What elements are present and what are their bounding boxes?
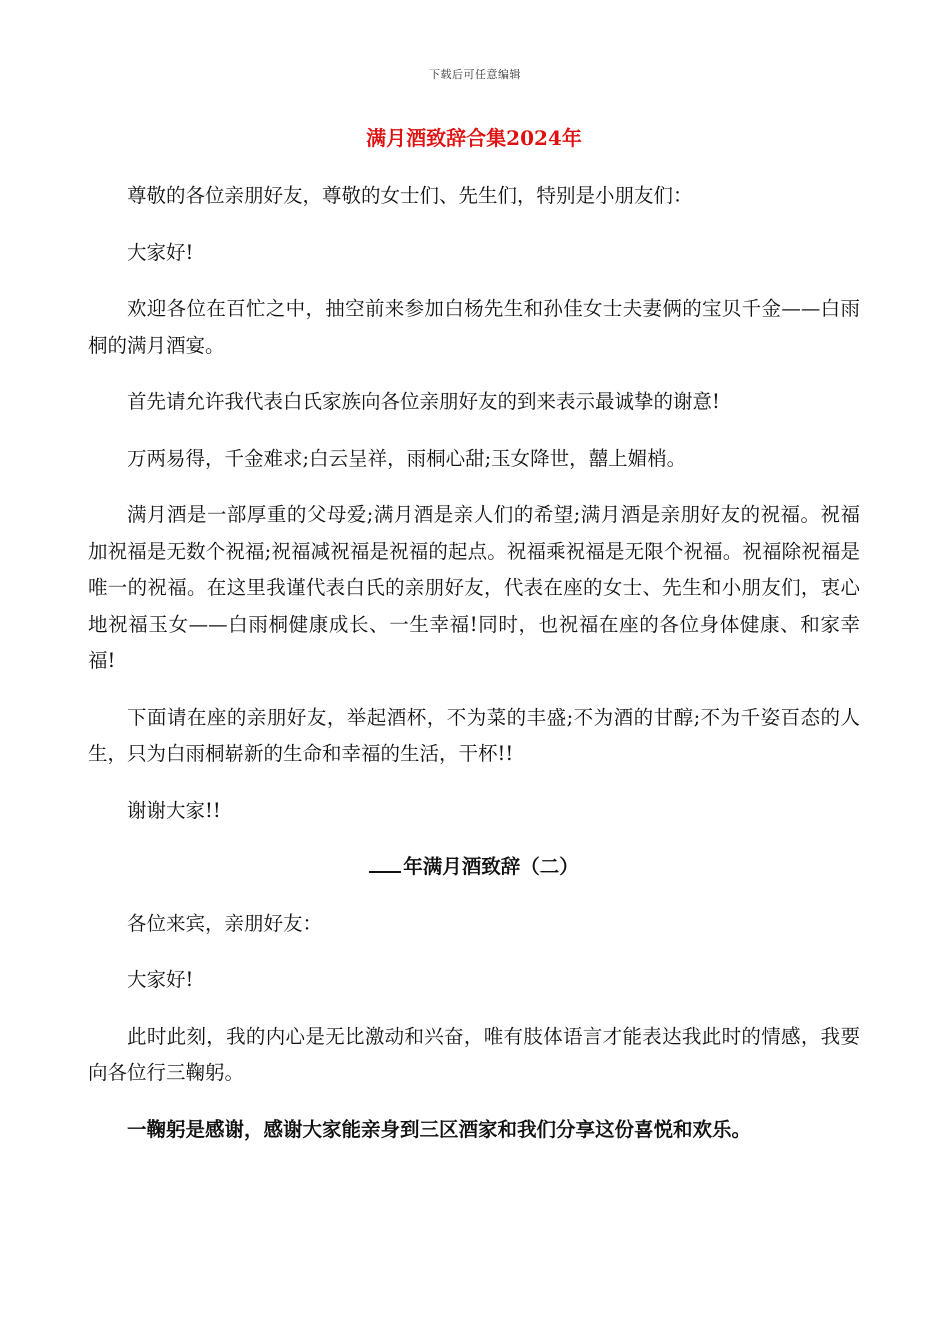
- paragraph-hello: 大家好!: [127, 240, 194, 264]
- paragraph-toast: 下面请在座的亲朋好友，举起酒杯，不为菜的丰盛;不为酒的甘醇;不为千姿百态的人生，只为白雨桐崭新的生命和幸福的生活，干杯!!: [88, 705, 860, 765]
- paragraph-emotion: 此时此刻，我的内心是无比激动和兴奋，唯有肢体语言才能表达我此时的情感，我要向各位行三鞠躬。: [88, 1024, 860, 1084]
- paragraph-thank-you: 谢谢大家!!: [127, 798, 221, 822]
- paragraph-couplet: 万两易得，千金难求;白云呈祥，雨桐心甜;玉女降世，囍上媚梢。: [127, 446, 687, 470]
- paragraph-welcome: 欢迎各位在百忙之中，抽空前来参加白杨先生和孙佳女士夫妻俩的宝贝千金——白雨桐的满月酒宴。: [88, 297, 860, 357]
- paragraph-hello-2: 大家好!: [127, 968, 194, 991]
- paragraph-guests: 各位来宾，亲朋好友：: [127, 911, 323, 935]
- paragraph-first-bow: 一鞠躬是感谢，感谢大家能亲身到三区酒家和我们分享这份喜悦和欢乐。: [127, 1117, 752, 1141]
- paragraph-greeting-audience: 尊敬的各位亲朋好友，尊敬的女士们、先生们，特别是小朋友们：: [127, 184, 693, 207]
- document-body: [88, 118, 860, 1168]
- document-title: 满月酒致辞合集2024年: [366, 126, 582, 150]
- paragraph-blessing: 满月酒是一部厚重的父母爱;满月酒是亲人们的希望;满月酒是亲朋好友的祝福。祝福加祝福是无数个祝福;祝福减祝福是祝福的起点。祝福乘祝福是无限个祝福。祝福除祝福是唯一的祝福。在这里我谨代表白氏的亲朋好友，代表在座的女士、先生和小朋友们，衷心地祝福玉女——白雨桐健康成长、一生幸福!同时，也祝福在座的各位身体健康、和家幸福!: [88, 503, 860, 672]
- header-note: 下载后可任意编辑: [429, 68, 521, 81]
- subtitle-text: 年满月酒致辞（二）: [403, 855, 579, 878]
- paragraph-thanks: 首先请允许我代表白氏家族向各位亲朋好友的到来表示最诚挚的谢意!: [127, 390, 720, 413]
- fill-in-blank: [369, 849, 401, 873]
- section-subtitle: [88, 849, 860, 886]
